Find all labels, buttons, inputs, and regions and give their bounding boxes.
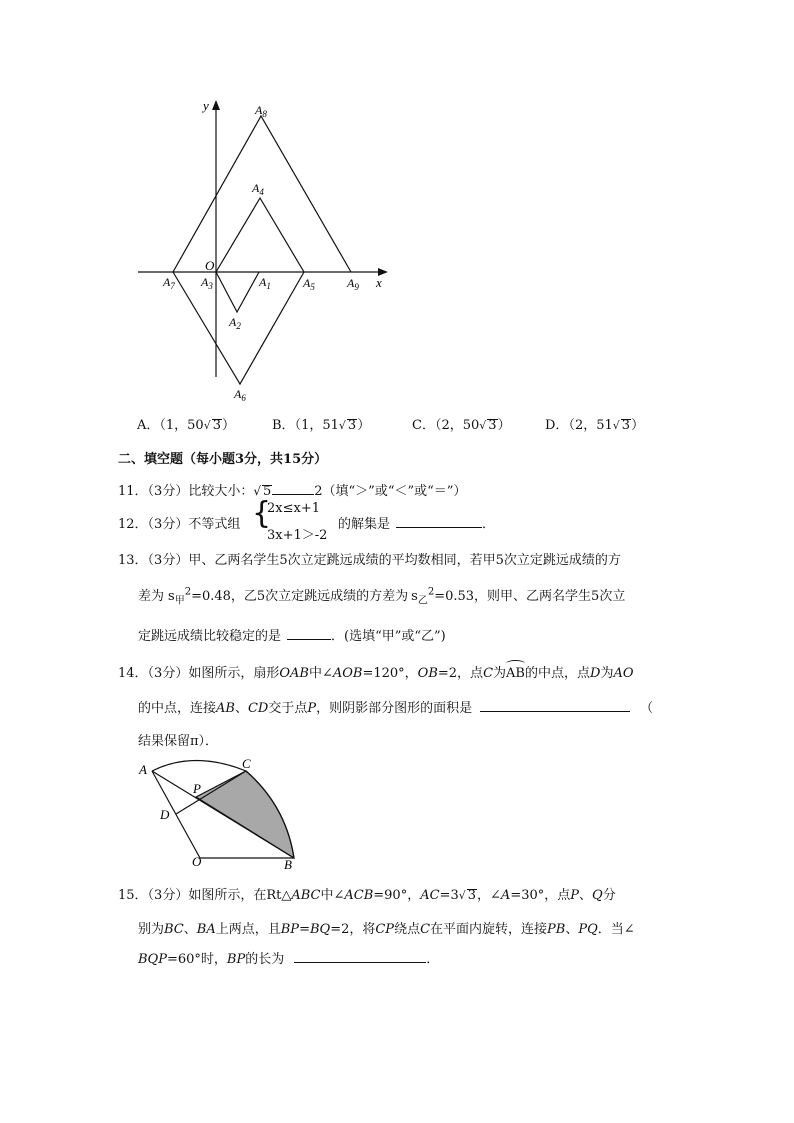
label-D: D <box>160 807 170 822</box>
label-B: B <box>284 857 292 871</box>
triangle-a3-a2-a1 <box>216 272 259 312</box>
label-a8: $A_8$ <box>255 103 267 119</box>
label-a7: $A_7$ <box>163 275 175 291</box>
question-15-line3: BQP=60°时，BP的长为 ． <box>138 952 440 967</box>
label-C: C <box>242 756 251 771</box>
y-axis-arrow <box>212 100 220 110</box>
option-b[interactable]: B．（1，51√ 3） <box>272 418 371 433</box>
question-15-line1: 15．（3分）如图所示，在Rt△ABC中∠ACB=90°，AC=3√ 3，∠A=30°，点P、Q分 <box>118 888 616 903</box>
label-a3: $A_3$ <box>201 275 213 291</box>
question-13-line3: 定跳远成绩比较稳定的是 ．(选填“甲”或“乙”) <box>138 629 446 644</box>
label-O: O <box>192 854 202 869</box>
answer-blank-12[interactable] <box>396 516 482 528</box>
shaded-region <box>196 771 294 858</box>
label-A: A <box>139 762 147 777</box>
label-a5: $A_5$ <box>303 276 315 292</box>
coordinate-figure <box>130 92 400 407</box>
label-a2: $A_2$ <box>229 315 241 331</box>
origin-label: O <box>205 258 215 273</box>
section-heading: 二、填空题（每小题3分，共15分） <box>118 452 328 467</box>
inequality-1: 2x≤x+1 <box>267 501 320 516</box>
answer-blank-11[interactable] <box>272 483 314 495</box>
answer-blank-14[interactable] <box>480 700 630 712</box>
label-a9: $A_9$ <box>347 276 359 292</box>
question-12: 12．（3分）不等式组 <box>118 517 241 532</box>
label-P: P <box>193 781 201 796</box>
question-13-line1: 13．（3分）甲、乙两名学生5次立定跳远成绩的平均数相同，若甲5次立定跳远成绩的方 <box>118 553 621 568</box>
label-a6: $A_6$ <box>234 387 246 403</box>
system-brace: { <box>252 496 272 531</box>
question-15-line2: 别为BC、BA上两点，且BP=BQ=2，将CP绕点C在平面内旋转，连接PB、PQ．当∠ <box>138 922 635 937</box>
option-a[interactable]: A．（1，50√ 3） <box>137 418 236 433</box>
question-14-line3: 结果保留π）． <box>138 734 219 749</box>
option-c[interactable]: C．（2，50√ 3） <box>412 418 511 433</box>
sector-figure <box>134 756 304 871</box>
option-d[interactable]: D．（2，51√ 3） <box>545 418 645 433</box>
inequality-2: 3x+1＞-2 <box>267 528 328 543</box>
question-14-line2: 的中点，连接AB、CD交于点P，则阴影部分图形的面积是 （ <box>138 701 654 716</box>
question-11: 11．（3分）比较大小：√ 5 2（填“＞”或“＜”或“＝”） <box>118 484 467 499</box>
answer-blank-15[interactable] <box>294 951 426 963</box>
triangle-a3-a4-a5 <box>216 198 304 272</box>
label-a4: $A_4$ <box>252 181 264 197</box>
answer-blank-13[interactable] <box>287 628 331 640</box>
question-14-line1: 14．（3分）如图所示，扇形OAB中∠AOB=120°，OB=2，点C为 AB的中点，点D为AO <box>118 662 634 681</box>
x-axis-label: x <box>376 275 382 290</box>
y-axis-label: y <box>203 98 209 113</box>
label-a1: $A_1$ <box>259 275 271 291</box>
question-13-line2: 差为 $s_甲^2=0.48$，乙5次立定跳远成绩的方差为 $s_乙^2=0.53$，则甲、乙两名学生5次立 <box>138 586 626 607</box>
question-12-tail: 的解集是 ． <box>338 517 496 532</box>
